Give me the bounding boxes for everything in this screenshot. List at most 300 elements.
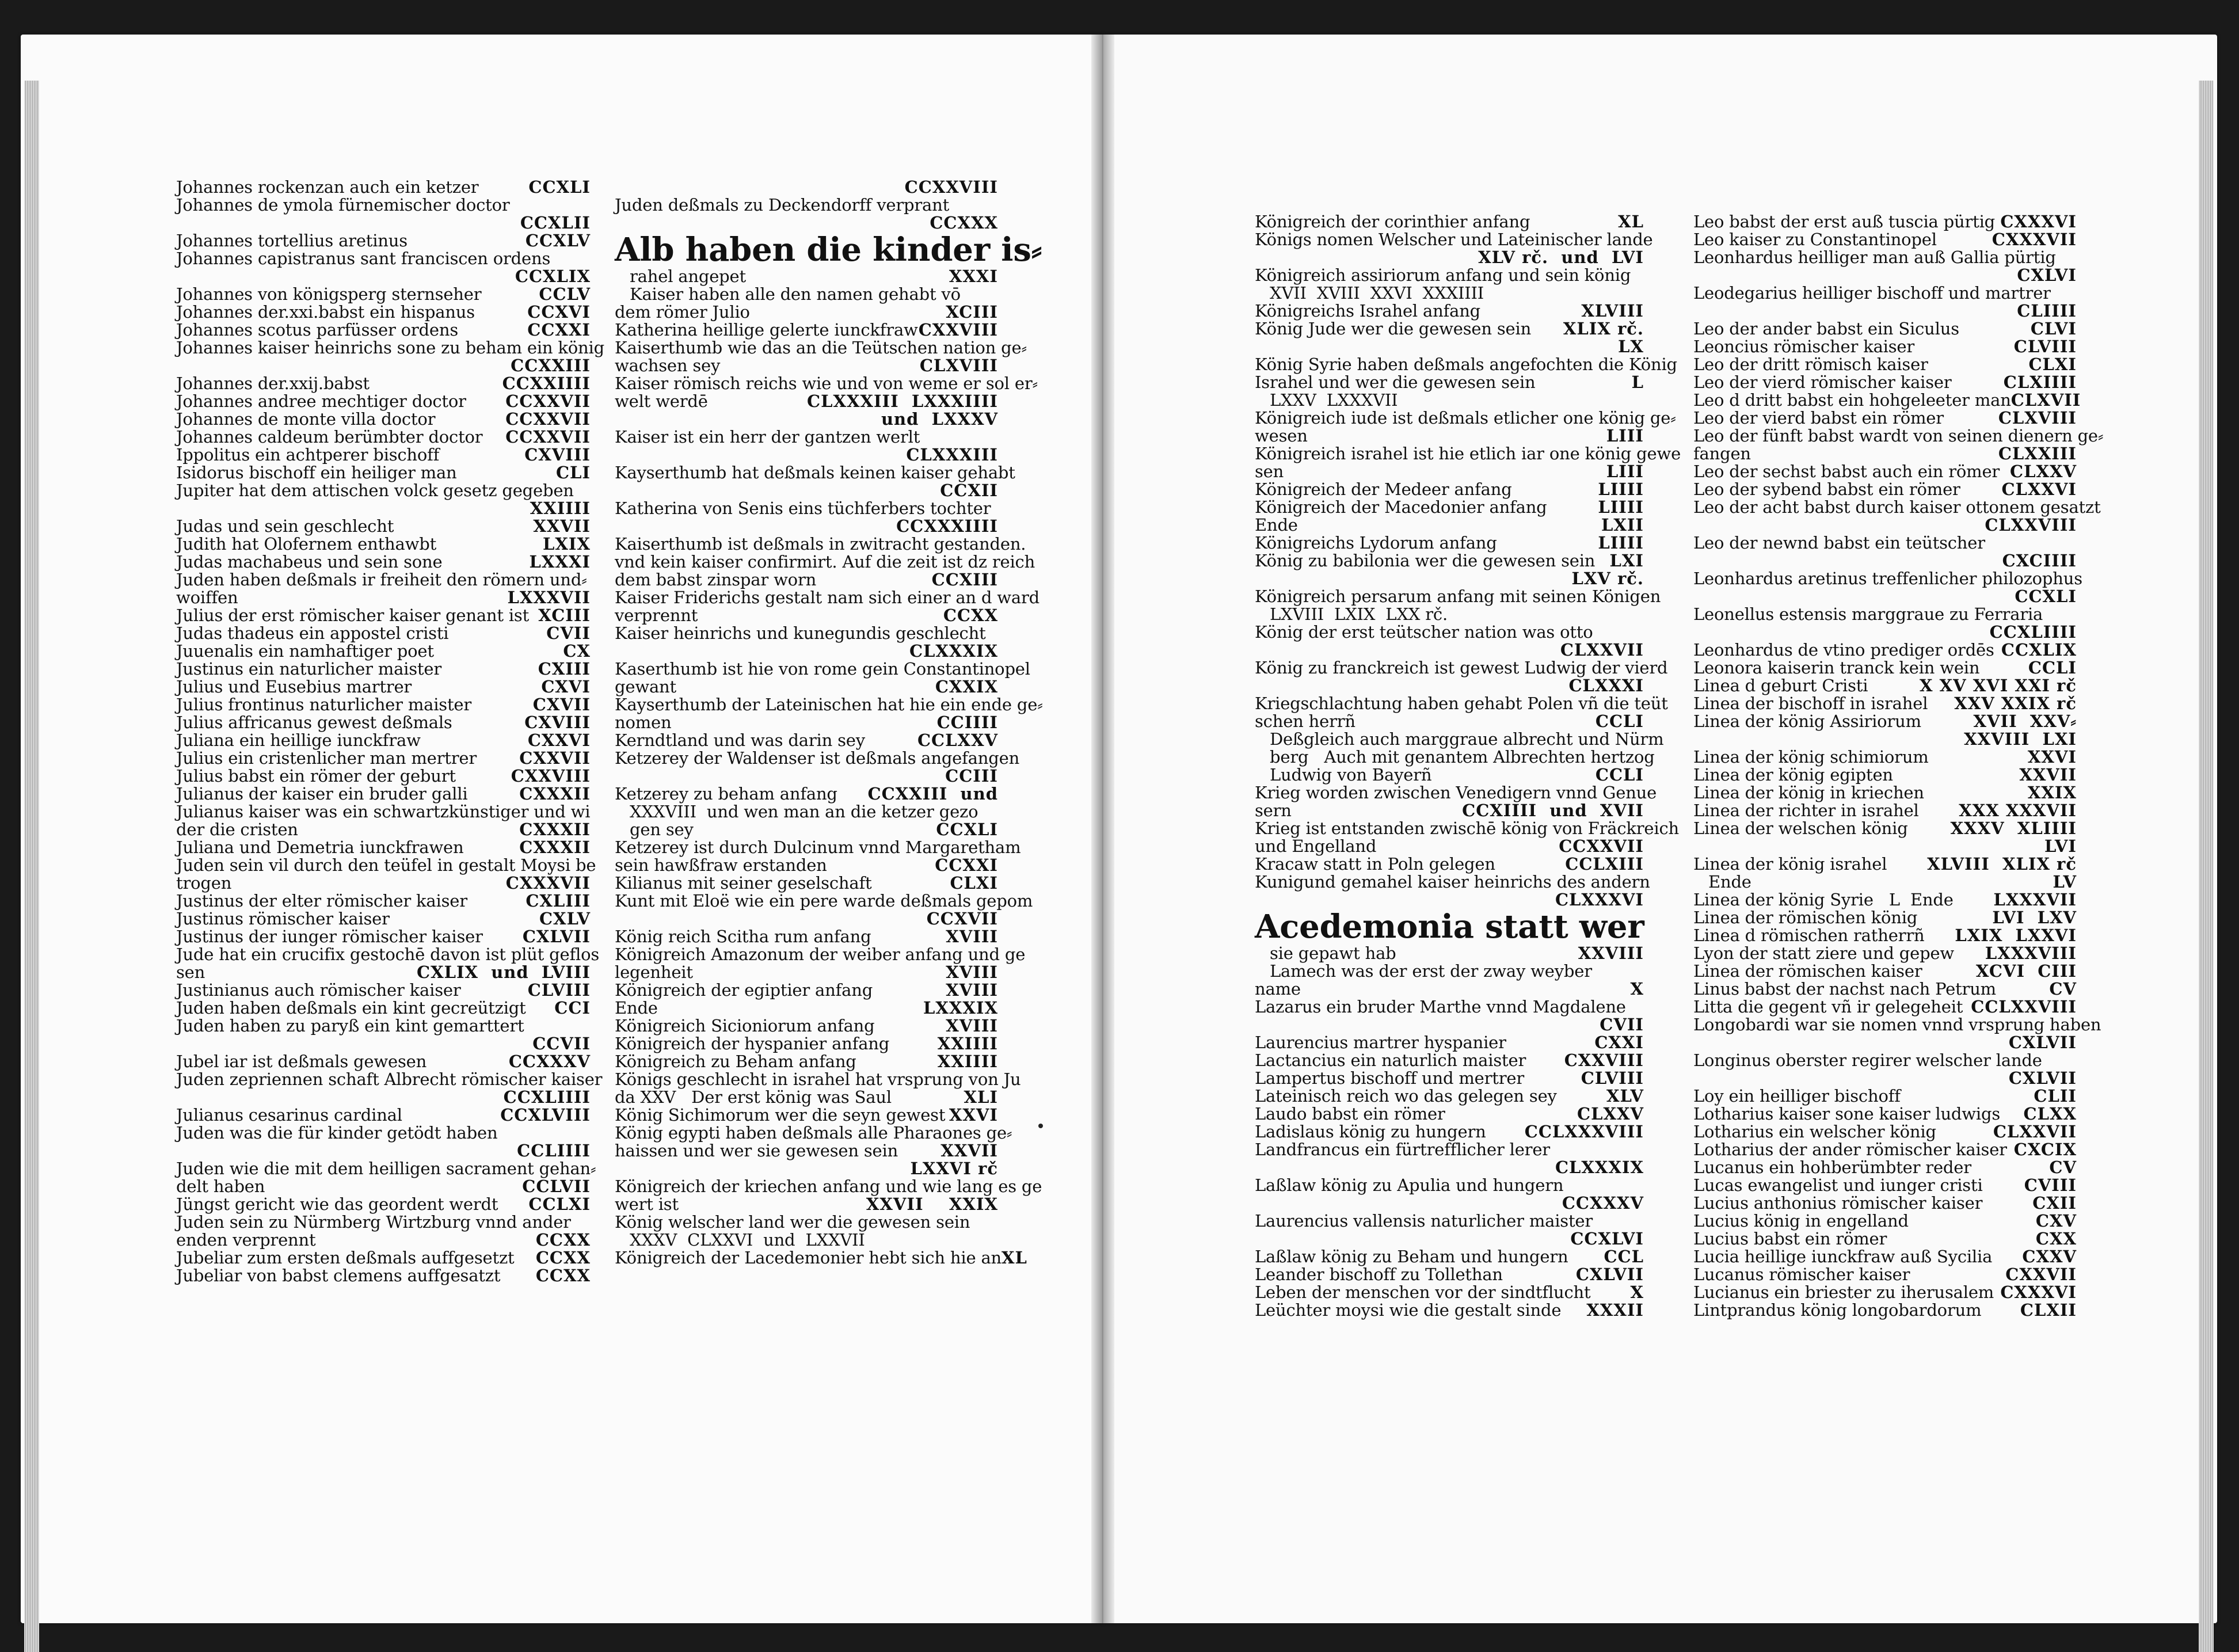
index-entry: Lamech was der erst der zway weyber	[1270, 961, 1592, 981]
index-entry	[176, 821, 591, 839]
folio-number: XVIII	[946, 980, 998, 1000]
index-entry	[176, 321, 591, 339]
entry-text: wert ist	[615, 1194, 679, 1214]
index-entry: Kaiser römisch reichs wie und von weme er sol er⸗	[615, 374, 1038, 393]
folio-number: CCXLIX	[2001, 640, 2077, 660]
folio-number: CXXV	[2022, 1247, 2077, 1266]
index-entry	[615, 1017, 998, 1035]
folio-number: CCXLI	[2015, 587, 2077, 606]
entry-text: Laßlaw könig zu Beham und hungern	[1255, 1247, 1568, 1266]
entry-text: Lateinisch reich wo das gelegen sey	[1255, 1086, 1557, 1106]
folio-number: L	[1631, 372, 1644, 392]
entry-text: Litta die gegent vñ ir gelegeheit	[1693, 997, 1963, 1017]
entry-text: Königreich Sicioniorum anfang	[615, 1016, 875, 1036]
entry-text: König Jude wer die gewesen sein	[1255, 319, 1532, 338]
folio-number: XVIII	[946, 962, 998, 982]
index-entry	[1693, 1301, 2077, 1319]
index-entry	[1693, 945, 2077, 962]
index-entry	[176, 892, 591, 910]
index-entry	[1255, 320, 1644, 338]
folio-number: LXXVI rč	[910, 1159, 998, 1178]
folio-number: XCIII	[538, 606, 591, 625]
entry-text: Johannes von königsperg sternseher	[176, 284, 482, 304]
entry-text: Leonhardus de vtino prediger ordēs	[1693, 640, 1994, 660]
index-entry: XVII XVIII XXVI XXXIIII	[1270, 283, 1484, 303]
entry-text: Jubeliar zum ersten deßmals auffgesetzt	[176, 1248, 515, 1267]
entry-text: Lucas ewangelist und iunger cristi	[1693, 1175, 1983, 1195]
index-entry	[1693, 962, 2077, 980]
index-entry: König Syrie haben deßmals angefochten die König	[1255, 355, 1677, 374]
folio-number: XXXII	[1586, 1300, 1644, 1320]
folio-number: CLXVIII	[919, 356, 998, 375]
folio-number: CCI	[554, 998, 591, 1018]
index-entry	[1693, 748, 2077, 766]
index-entry	[1255, 802, 1644, 820]
entry-text: schen herrñ	[1255, 711, 1355, 731]
index-entry	[1255, 855, 1644, 873]
folio-number: CVIII	[2024, 1175, 2077, 1195]
index-entry	[1693, 998, 2077, 1016]
entry-text: Julianus der kaiser ein bruder galli	[176, 784, 468, 804]
entry-text: Johannes tortellius aretinus	[176, 231, 408, 250]
index-entry: Jude hat ein crucifix gestochē davon ist plüt geflos	[176, 945, 600, 964]
index-entry	[1255, 980, 1644, 998]
index-entry	[176, 410, 591, 428]
entry-text: Linea der römischen kaiser	[1693, 961, 1922, 981]
folio-number: CXXI	[1594, 1033, 1644, 1052]
folio-number: X	[1630, 979, 1644, 999]
entry-text: Lotharius ein welscher könig	[1693, 1122, 1936, 1141]
index-entry: Laßlaw könig zu Apulia und hungern	[1255, 1175, 1564, 1195]
index-entry	[1255, 1284, 1644, 1301]
folio-number: CLXXXI	[1568, 676, 1644, 695]
index-entry	[176, 732, 591, 749]
folio-number: LXI	[1609, 551, 1644, 570]
entry-text: wachsen sey	[615, 356, 721, 375]
folio-number: XCVI CIII	[1975, 961, 2077, 981]
index-entry	[176, 286, 591, 303]
entry-text: Johannes caldeum berümbter doctor	[176, 427, 483, 447]
entry-text: sie gepawt hab	[1270, 943, 1396, 963]
folio-number: CXCIIII	[2002, 551, 2077, 570]
index-entry	[176, 910, 591, 928]
folio-number: CCXLI	[528, 177, 591, 197]
index-entry	[176, 1267, 591, 1285]
index-entry: Juden wie die mit dem heilligen sacrament gehan⸗	[176, 1159, 596, 1178]
entry-text: Ippolitus ein achtperer bischoff	[176, 445, 440, 465]
entry-text: Julius affricanus gewest deßmals	[176, 713, 452, 732]
folio-number: CCXXVII	[1559, 836, 1644, 856]
entry-text: Judith hat Olofernem enthawbt	[176, 534, 437, 554]
entry-text: Leo kaiser zu Constantinopel	[1693, 230, 1937, 249]
folio-number: CLIIII	[2017, 301, 2077, 321]
index-entry	[1693, 338, 2077, 356]
folio-number: CXLV	[539, 909, 591, 928]
entry-text: Kilianus mit seiner geselschaft	[615, 873, 872, 893]
entry-text: Julius ein cristenlicher man mertrer	[176, 748, 477, 768]
index-entry: Longobardi war sie nomen vnnd vrsprung haben	[1693, 1015, 2101, 1034]
folio-number: CCXXVIII	[904, 177, 998, 197]
entry-text: Königreichs Lydorum anfang	[1255, 533, 1497, 553]
folio-number: CXXXII	[519, 838, 591, 857]
index-entry: Kayserthumb hat deßmals keinen kaiser gehabt	[615, 463, 1015, 482]
index-entry	[1255, 516, 1644, 534]
entry-text: Julius frontinus naturlicher maister	[176, 695, 472, 714]
folio-number: LXV rč.	[1571, 569, 1644, 588]
folio-number: CXXXVII	[1992, 230, 2077, 249]
index-entry	[1255, 945, 1644, 962]
folio-number: X	[1630, 1282, 1644, 1302]
folio-number: LIII	[1606, 426, 1644, 446]
index-entry	[615, 714, 998, 732]
entry-text: dem babst zinspar worn	[615, 570, 817, 589]
index-entry	[1255, 713, 1644, 730]
folio-number: CLXI	[2028, 355, 2077, 374]
folio-number: CCL	[1604, 1247, 1644, 1266]
index-entry	[1693, 1087, 2077, 1105]
index-entry: Leo der acht babst durch kaiser ottonem gesatzt	[1693, 497, 2101, 517]
folio-number: CXXVIII	[511, 766, 591, 786]
folio-number: CCXLVI	[1570, 1229, 1644, 1248]
folio-number: CCIII	[945, 766, 998, 786]
folio-number: CXVIII	[524, 445, 591, 465]
entry-text: Ende	[615, 998, 658, 1018]
index-entry	[1693, 1248, 2077, 1266]
folio-number: XXXV XLIIII	[1950, 819, 2077, 838]
folio-number: CLXXXIII LXXXIIII	[806, 391, 998, 411]
index-entry	[176, 749, 591, 767]
folio-number: CCXII	[940, 481, 998, 500]
folio-number: CCXXVII	[505, 427, 591, 447]
entry-text: nomen	[615, 713, 672, 732]
folio-number: CXVI	[541, 677, 591, 696]
entry-text: Königreich zu Beham anfang	[615, 1052, 856, 1071]
index-entry	[1255, 1052, 1644, 1069]
entry-text: enden verprennt	[176, 1230, 316, 1250]
entry-text: Lucius babst ein römer	[1693, 1229, 1887, 1248]
index-entry: Juden haben deßmals ir freiheit den römern und⸗	[176, 570, 587, 589]
index-entry	[1255, 1248, 1644, 1266]
left-index-column-2	[615, 177, 1043, 1267]
folio-number: CLVI	[2030, 319, 2077, 338]
folio-number: XLI	[964, 1087, 998, 1107]
index-entry	[1255, 1105, 1644, 1123]
index-entry	[1693, 1284, 2077, 1301]
folio-number: CXVII	[532, 695, 591, 714]
index-entry	[1255, 1034, 1644, 1052]
index-entry	[176, 446, 591, 464]
entry-text: dem römer Julio	[615, 302, 750, 322]
index-entry: Kunigund gemahel kaiser heinrichs des andern	[1255, 872, 1650, 892]
index-entry: Johannes kaiser heinrichs sone zu beham ein könig	[176, 338, 604, 357]
folio-number: CLXXVII	[1560, 640, 1644, 660]
folio-number: CV	[2049, 1158, 2077, 1177]
index-entry	[176, 678, 591, 696]
folio-number: CLXXXIII	[906, 445, 998, 465]
index-entry: Johannes de ymola fürnemischer doctor	[176, 195, 510, 215]
index-entry	[176, 964, 591, 981]
entry-text: Lucius könig in engelland	[1693, 1211, 1909, 1231]
index-entry: Königreich assiriorum anfang und sein könig	[1255, 265, 1631, 285]
index-entry: Kaiser haben alle den namen gehabt vō	[630, 284, 961, 304]
entry-text: Lucanus ein hohberümbter reder	[1693, 1158, 1971, 1177]
index-entry: Kunt mit Eloë wie ein pere warde deßmals gepom	[615, 891, 1033, 911]
index-entry: Königreich persarum anfang mit seinen Königen	[1255, 587, 1661, 606]
folio-number: CVII	[546, 623, 591, 643]
entry-text: Jubeliar von babst clemens auffgesatzt	[176, 1266, 501, 1285]
entry-text: Ende	[1255, 515, 1298, 535]
index-entry: Königs geschlecht in israhel hat vrsprung von Ju	[615, 1069, 1021, 1089]
entry-text: Lucanus römischer kaiser	[1693, 1265, 1910, 1284]
folio-number: CCXLIIII	[503, 1087, 591, 1107]
folio-number: CX	[563, 641, 591, 661]
folio-number: CCXIII	[931, 570, 998, 589]
index-entry	[1693, 213, 2077, 231]
index-entry: vnd kein kaiser confirmirt. Auf die zeit ist dz reich	[615, 552, 1035, 572]
index-entry	[1693, 1123, 2077, 1141]
entry-text: Königreich der Lacedemonier hebt sich hie an	[615, 1248, 1002, 1267]
entry-text: rahel angepet	[630, 267, 746, 286]
folio-number: CXX	[2035, 1229, 2077, 1248]
entry-text: Königreichs Israhel anfang	[1255, 301, 1481, 321]
folio-number: XLV	[1606, 1086, 1644, 1106]
entry-text: name	[1255, 979, 1301, 999]
index-entry	[176, 1178, 591, 1196]
index-entry	[176, 981, 591, 999]
entry-text: Julius babst ein römer der geburt	[176, 766, 456, 786]
index-entry	[176, 660, 591, 678]
folio-number: CCLIIII	[517, 1141, 591, 1160]
index-entry	[1693, 1212, 2077, 1230]
entry-text: Linea d geburt Cristi	[1693, 676, 1868, 695]
index-entry	[1255, 481, 1644, 498]
folio-number: CXXXVI	[2000, 1282, 2077, 1302]
index-entry	[1255, 374, 1644, 391]
entry-text: Leo d dritt babst ein hohgeleeter man	[1693, 390, 2011, 410]
section-initial-heading: Alb haben die kinder is⸗	[615, 231, 1042, 269]
folio-number: CCXXXV	[508, 1052, 591, 1071]
index-entry: Jupiter hat dem attischen volck gesetz gegeben	[176, 481, 574, 500]
folio-number: CCIIII	[936, 713, 998, 732]
entry-text: fangen	[1693, 444, 1751, 463]
entry-text: Lucianus ein briester zu iherusalem	[1693, 1282, 1994, 1302]
folio-number: CCXXXV	[1562, 1193, 1644, 1213]
folio-number: LX	[1618, 337, 1644, 356]
folio-number: XXVI	[949, 1105, 998, 1125]
index-entry	[615, 321, 998, 339]
index-entry	[1693, 980, 2077, 998]
index-entry	[176, 375, 591, 393]
index-entry	[615, 928, 998, 946]
folio-number: CLVIII	[527, 980, 591, 1000]
folio-number: CCXLI	[936, 820, 998, 839]
folio-number: CCXXIII und	[867, 784, 998, 804]
folio-number: CCLXXXVIII	[1524, 1122, 1644, 1141]
entry-text: Leo der sybend babst ein römer	[1693, 479, 1960, 499]
index-entry	[1693, 320, 2077, 338]
entry-text: Linea der könig egipten	[1693, 765, 1893, 785]
index-entry	[1255, 302, 1644, 320]
index-entry	[176, 535, 591, 553]
folio-number: CVII	[1600, 1015, 1644, 1034]
entry-text: Leo babst der erst auß tuscia pürtig	[1693, 212, 1996, 231]
index-entry	[615, 857, 998, 874]
index-entry: Leo der newnd babst ein teütscher	[1693, 533, 1985, 553]
entry-text: und Engelland	[1255, 836, 1377, 856]
entry-text: Ketzerey zu beham anfang	[615, 784, 837, 804]
folio-number: XLV rč. und LVI	[1478, 248, 1644, 267]
entry-text: Jubel iar ist deßmals gewesen	[176, 1052, 427, 1071]
entry-text: Ludwig von Bayerñ	[1270, 765, 1432, 785]
entry-text: Königreich der egiptier anfang	[615, 980, 873, 1000]
entry-text: Linea der römischen könig	[1693, 908, 1918, 927]
entry-text: Kracaw statt in Poln gelegen	[1255, 854, 1495, 874]
entry-text: Ende	[1708, 872, 1751, 892]
folio-number: CCXXIII	[511, 356, 591, 375]
folio-number: CLVIII	[1581, 1068, 1644, 1088]
index-entry	[615, 607, 998, 625]
folio-number: CXXIX	[935, 677, 998, 696]
entry-text: Julius der erst römischer kaiser genant ist	[176, 606, 530, 625]
entry-text: Juuenalis ein namhaftiger poet	[176, 641, 434, 661]
right-page-edge	[2199, 81, 2214, 1652]
index-entry: Kayserthumb der Lateinischen hat hie ein ende ge⸗	[615, 695, 1043, 714]
entry-text: Königreich der Macedonier anfang	[1255, 497, 1547, 517]
index-entry: Juden deßmals zu Deckendorff verprant	[615, 195, 950, 215]
folio-number: CCLI	[1595, 711, 1644, 731]
folio-number: XXIX	[2027, 783, 2077, 802]
folio-number: CLXXIII	[1998, 444, 2077, 463]
folio-number: CCXXI	[527, 320, 591, 340]
folio-number: CLXVIII	[1998, 408, 2077, 428]
folio-number: CCXX	[535, 1266, 591, 1285]
folio-number: XVIII	[946, 927, 998, 946]
entry-text: sen	[1255, 462, 1284, 481]
index-entry	[1693, 1141, 2077, 1159]
folio-number: CXV	[2035, 1211, 2077, 1231]
entry-text: Laurencius martrer hyspanier	[1255, 1033, 1506, 1052]
index-entry: Königreich Amazonum der weiber anfang und ge	[615, 945, 1026, 964]
folio-number: CXLVI	[2017, 265, 2077, 285]
entry-text: Linea der bischoff in israhel	[1693, 694, 1928, 713]
entry-text: Lotharius der ander römischer kaiser	[1693, 1140, 2007, 1159]
folio-number: XXVI	[2027, 747, 2077, 767]
index-entry	[1255, 213, 1644, 231]
index-entry: Juden was die für kinder getödt haben	[176, 1123, 498, 1143]
folio-number: CCVII	[532, 1034, 591, 1053]
index-entry	[1693, 481, 2077, 498]
index-entry: Kaiserthumb wie das an die Teütschen nation ge⸗	[615, 338, 1027, 357]
index-entry: Leonellus estensis marggraue zu Ferraria	[1693, 604, 2043, 624]
folio-number: CLXXVI	[2001, 479, 2077, 499]
entry-text: Linea der könig schimiorum	[1693, 747, 1929, 767]
entry-text: legenheit	[615, 962, 693, 982]
folio-number: XXVII	[940, 1141, 998, 1160]
index-entry	[615, 785, 998, 803]
index-entry	[176, 428, 591, 446]
entry-text: wesen	[1255, 426, 1308, 446]
index-entry	[1693, 1230, 2077, 1248]
folio-number: CXXVIII	[1564, 1050, 1644, 1070]
index-entry	[1693, 1105, 2077, 1123]
entry-text: delt haben	[176, 1177, 265, 1196]
folio-number: CCXX	[535, 1248, 591, 1267]
right-index-column-1	[1255, 212, 1681, 1320]
left-index-column-1	[176, 177, 604, 1285]
index-entry: Ketzerey der Waldenser ist deßmals angefangen	[615, 748, 1020, 768]
entry-text: Isidorus bischoff ein heiliger man	[176, 463, 457, 482]
entry-text: Justinus der iunger römischer kaiser	[176, 927, 483, 946]
entry-text: Johannes de monte villa doctor	[176, 409, 436, 429]
index-entry	[176, 464, 591, 482]
folio-number: CXIII	[538, 659, 591, 679]
index-entry	[176, 393, 591, 410]
folio-number: XXVII	[533, 516, 591, 536]
folio-number: CXLVII	[522, 927, 591, 946]
index-entry	[1693, 820, 2077, 838]
folio-number: CCLVII	[522, 1177, 591, 1196]
entry-text: Kerndtland und was darin sey	[615, 730, 865, 750]
index-entry	[176, 625, 591, 642]
folio-number: CXXVII	[519, 748, 591, 768]
entry-text: Leo der ander babst ein Siculus	[1693, 319, 1959, 338]
entry-text: gewant	[615, 677, 676, 696]
index-entry	[1693, 695, 2077, 713]
folio-number: CCXLVIII	[500, 1105, 591, 1125]
folio-number: XXVII	[2019, 765, 2077, 785]
index-entry: Julianus kaiser was ein schwartzkünstiger und wi	[176, 802, 591, 821]
entry-text: welt werdē	[615, 391, 708, 411]
index-entry	[176, 1196, 591, 1213]
index-entry	[1693, 659, 2077, 677]
entry-text: verprennt	[615, 606, 698, 625]
entry-text: Lactancius ein naturlich maister	[1255, 1050, 1526, 1070]
index-entry: berg Auch mit genantem Albrechten hertzog	[1270, 747, 1655, 767]
index-entry	[1693, 390, 2081, 410]
folio-number: LIII	[1606, 462, 1644, 481]
folio-number: CCXX	[535, 1230, 591, 1250]
entry-text: König Sichimorum wer die seyn gewest	[615, 1105, 946, 1125]
folio-number: CLXII	[2020, 1300, 2077, 1320]
folio-number: CCXXI	[935, 855, 998, 875]
index-entry	[176, 696, 591, 714]
index-entry	[615, 268, 998, 286]
entry-text: Justinus ein naturlicher maister	[176, 659, 441, 679]
index-entry	[615, 571, 998, 589]
folio-number: XXVIII LXI	[1964, 729, 2077, 749]
entry-text: sern	[1255, 801, 1292, 820]
folio-number: XLVIII XLIX rč	[1927, 854, 2077, 874]
folio-number: CXXXVI	[2000, 212, 2077, 231]
folio-number: CLXXVIII	[1985, 515, 2077, 535]
index-entry	[1693, 802, 2077, 820]
folio-number: CLXXXVI	[1555, 890, 1644, 909]
entry-text: Johannes rockenzan auch ein ketzer	[176, 177, 479, 197]
entry-text: Justinus der elter römischer kaiser	[176, 891, 467, 911]
entry-text: Königreich der hyspanier anfang	[615, 1034, 890, 1053]
index-entry: XXXV CLXXVI und LXXVII	[630, 1230, 865, 1250]
entry-text: Linea d römischen ratherrñ	[1693, 926, 1925, 945]
index-entry	[615, 821, 998, 839]
index-entry	[615, 303, 998, 321]
index-entry	[176, 1231, 591, 1249]
folio-number: XXVIII	[1578, 943, 1644, 963]
index-entry	[176, 178, 591, 196]
entry-text: König reich Scitha rum anfang	[615, 927, 871, 946]
folio-number: CV	[2049, 979, 2077, 999]
folio-number: LXXXI	[529, 552, 591, 572]
folio-number: CCXXVII	[505, 409, 591, 429]
